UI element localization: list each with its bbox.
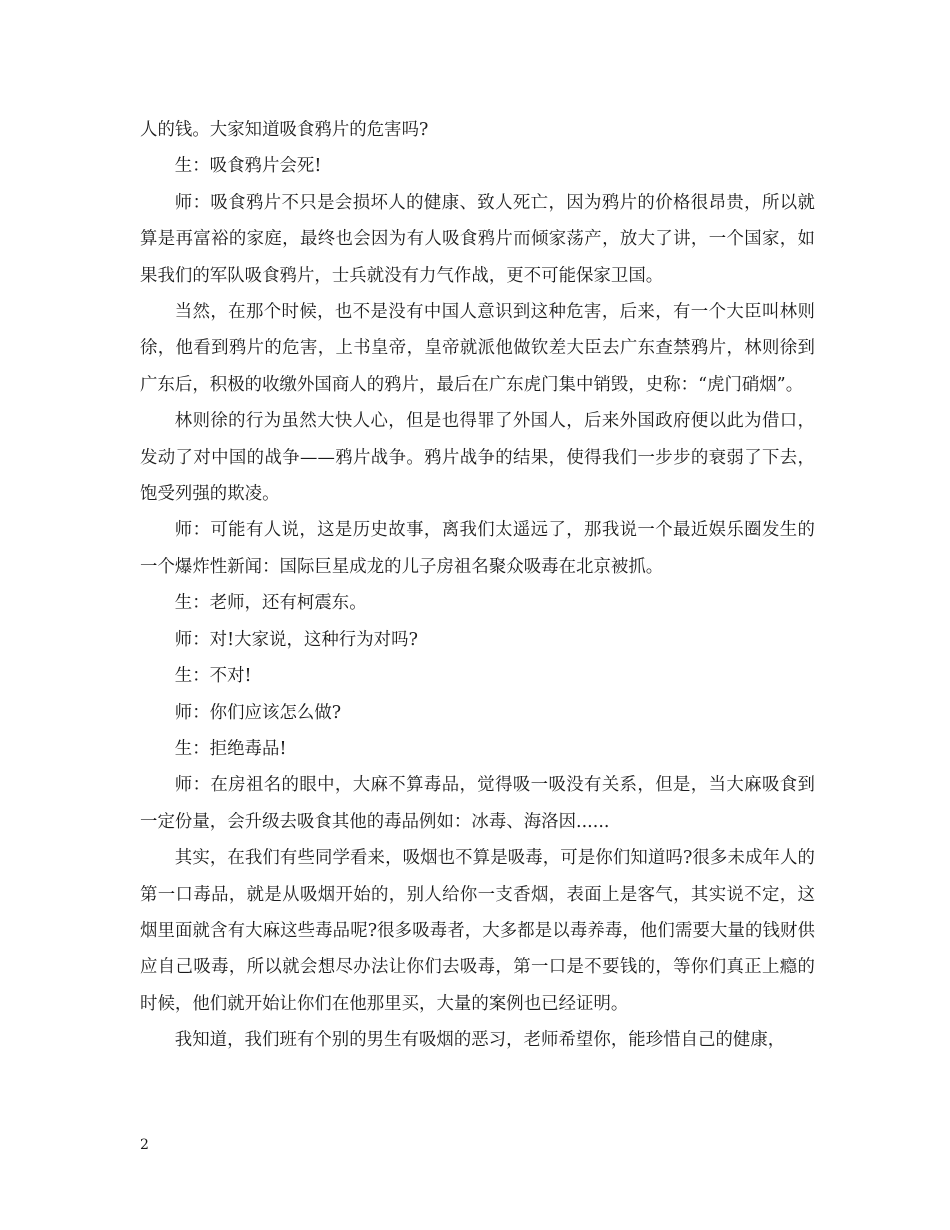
paragraph: 当然，在那个时候，也不是没有中国人意识到这种危害，后来，有一个大臣叫林则徐，他看到鸦片的危害，上书皇帝，皇帝就派他做钦差大臣去广东查禁鸦片，林则徐到广东后，积极的收缴外国商人的鸦片，最后在广东虎门集中销毁，史称：“虎门硝烟”。	[140, 302, 815, 395]
paragraph: 师：吸食鸦片不只是会损坏人的健康、致人死亡，因为鸦片的价格很昂贵，所以就算是再富裕的家庭，最终也会因为有人吸食鸦片而倾家荡产，放大了讲，一个国家，如果我们的军队吸食鸦片，士兵就没有力气作战，更不可能保家卫国。	[140, 192, 815, 286]
paragraph: 人的钱。大家知道吸食鸦片的危害吗?	[140, 120, 429, 140]
page-number: 2	[140, 1137, 149, 1153]
paragraph: 师：在房祖名的眼中，大麻不算毒品，觉得吸一吸没有关系，但是，当大麻吸食到一定份量，会升级去吸食其他的毒品例如：冰毒、海洛因......	[140, 775, 815, 832]
paragraph: 林则徐的行为虽然大快人心，但是也得罪了外国人，后来外国政府便以此为借口，发动了对中国的战争——鸦片战争。鸦片战争的结果，使得我们一步步的衰弱了下去，饱受列强的欺凌。	[140, 411, 815, 505]
paragraph: 其实，在我们有些同学看来，吸烟也不算是吸毒，可是你们知道吗?很多未成年人的第一口毒品，就是从吸烟开始的，别人给你一支香烟，表面上是客气，其实说不定，这烟里面就含有大麻这些毒品呢?很多吸毒者，大多都是以毒养毒，他们需要大量的钱财供应自己吸毒，所以就会想尽办法让你们去吸毒，第一口是不要钱的，等你们真正上瘾的时候，他们就开始让你们在他那里买，大量的案例也已经证明。	[140, 848, 815, 1014]
paragraph: 生：拒绝毒品!	[174, 738, 287, 759]
paragraph: 生：吸食鸦片会死!	[174, 156, 322, 177]
paragraph: 师：可能有人说，这是历史故事，离我们太遥远了，那我说一个最近娱乐圈发生的一个爆炸性新闻：国际巨星成龙的儿子房祖名聚众吸毒在北京被抓。	[140, 520, 815, 577]
document-page	[140, 112, 815, 1059]
paragraph: 生：老师，还有柯震东。	[174, 593, 367, 614]
paragraph: 师：你们应该怎么做?	[174, 702, 342, 723]
paragraph: 师：对!大家说，这种行为对吗?	[174, 629, 418, 650]
paragraph: 生：不对!	[174, 666, 252, 687]
paragraph: 我知道，我们班有个别的男生有吸烟的恶习，老师希望你，能珍惜自己的健康，	[174, 1030, 786, 1051]
